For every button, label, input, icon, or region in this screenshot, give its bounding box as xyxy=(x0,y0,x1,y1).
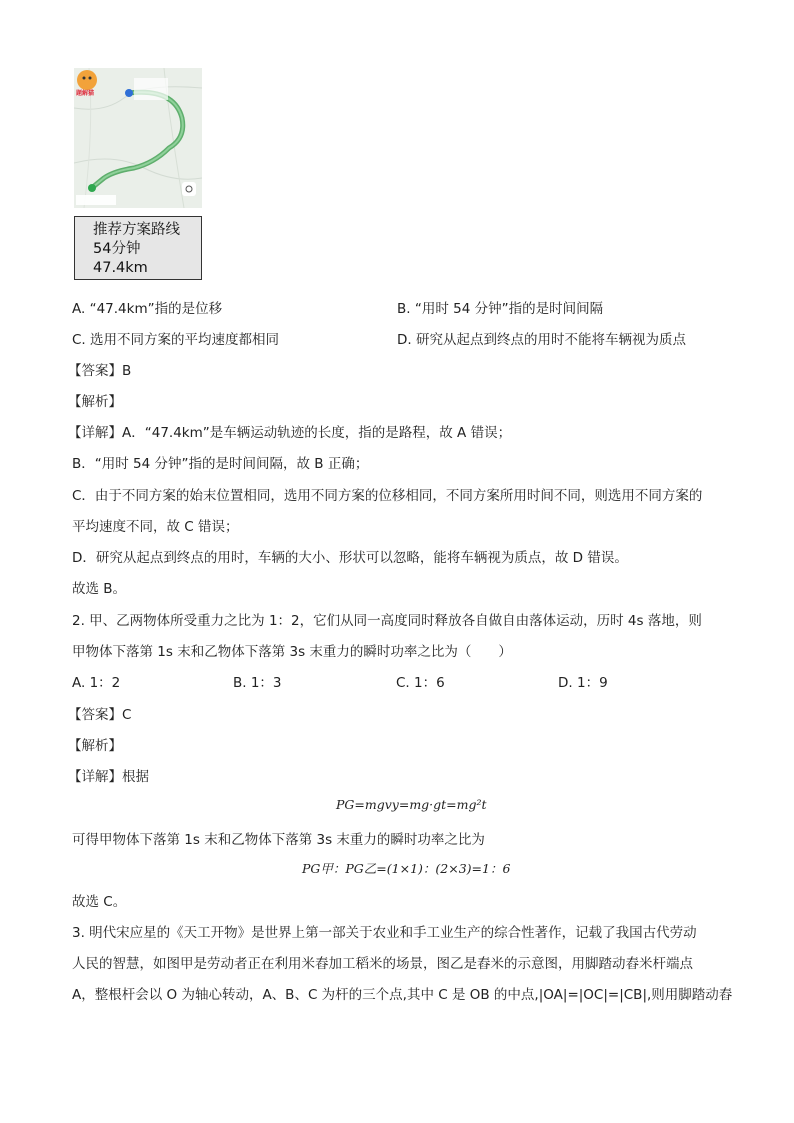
q1-conclusion: 故选 B。 xyxy=(72,581,127,597)
q1-option-b: B. “用时 54 分钟”指的是时间间隔 xyxy=(397,301,604,317)
q1-detail-line4: 平均速度不同，故 C 错误； xyxy=(72,519,239,535)
q2-analysis-label: 【解析】 xyxy=(68,738,122,754)
q3-stem-line2: 人民的智慧，如图甲是劳动者正在利用米舂加工稻米的场景，图乙是舂米的示意图，用脚踏动舂米杆端点 xyxy=(72,956,693,972)
q1-analysis-label: 【解析】 xyxy=(68,394,122,410)
q2-conclusion: 故选 C。 xyxy=(72,894,127,910)
q2-option-b: B. 1：3 xyxy=(233,675,282,691)
q2-option-a: A. 1：2 xyxy=(72,675,121,691)
start-point-icon xyxy=(125,89,133,97)
q1-detail-line2: B．“用时 54 分钟”指的是时间间隔，故 B 正确； xyxy=(72,456,369,472)
q2-formula-ratio: PG甲：PG乙=(1×1)：(2×3)=1：6 xyxy=(302,861,511,876)
q1-detail-line5: D．研究从起点到终点的用时，车辆的大小、形状可以忽略，能将车辆视为质点，故 D 错误。 xyxy=(72,550,628,566)
q2-mid-text: 可得甲物体下落第 1s 末和乙物体下落第 3s 末重力的瞬时功率之比为 xyxy=(72,832,485,848)
q1-option-c: C. 选用不同方案的平均速度都相同 xyxy=(72,332,280,348)
route-distance: 47.4km xyxy=(93,260,148,276)
route-summary-box xyxy=(74,216,202,280)
q3-stem-line1: 3. 明代宋应星的《天工开物》是世界上第一部关于农业和手工业生产的综合性著作，记载了我国古代劳动 xyxy=(72,925,697,941)
route-map-image xyxy=(74,68,202,208)
q2-option-c: C. 1：6 xyxy=(396,675,445,691)
q2-stem-line2: 甲物体下落第 1s 末和乙物体下落第 3s 末重力的瞬时功率之比为（ ） xyxy=(72,644,512,660)
q1-detail-line1: 【详解】A．“47.4km”是车辆运动轨迹的长度，指的是路程，故 A 错误； xyxy=(68,425,512,441)
q2-detail-intro: 【详解】根据 xyxy=(68,769,149,785)
end-point-icon xyxy=(88,184,96,192)
logo-icon xyxy=(77,70,97,90)
q2-answer: 【答案】C xyxy=(68,707,132,723)
q2-formula-power: PG=mgvy=mg·gt=mg²t xyxy=(336,797,487,812)
q1-option-d: D. 研究从起点到终点的用时不能将车辆视为质点 xyxy=(397,332,686,348)
logo-text: 题解猫 xyxy=(76,90,95,97)
q1-detail-line3: C．由于不同方案的始末位置相同，选用不同方案的位移相同，不同方案所用时间不同，则选用不同方案的 xyxy=(72,488,703,504)
q1-option-a: A. “47.4km”指的是位移 xyxy=(72,301,223,317)
route-title: 推荐方案路线 xyxy=(93,222,180,238)
q1-answer: 【答案】B xyxy=(68,363,132,379)
q3-stem-line3: A，整根杆会以 O 为轴心转动，A、B、C 为杆的三个点,其中 C 是 OB 的中点,|OA|=|OC|=|CB|,则用脚踏动舂 xyxy=(72,987,733,1003)
route-duration: 54分钟 xyxy=(93,241,141,257)
q2-stem-line1: 2. 甲、乙两物体所受重力之比为 1：2，它们从同一高度同时释放各自做自由落体运动，历时 4s 落地，则 xyxy=(72,613,702,629)
q2-option-d: D. 1：9 xyxy=(558,675,608,691)
